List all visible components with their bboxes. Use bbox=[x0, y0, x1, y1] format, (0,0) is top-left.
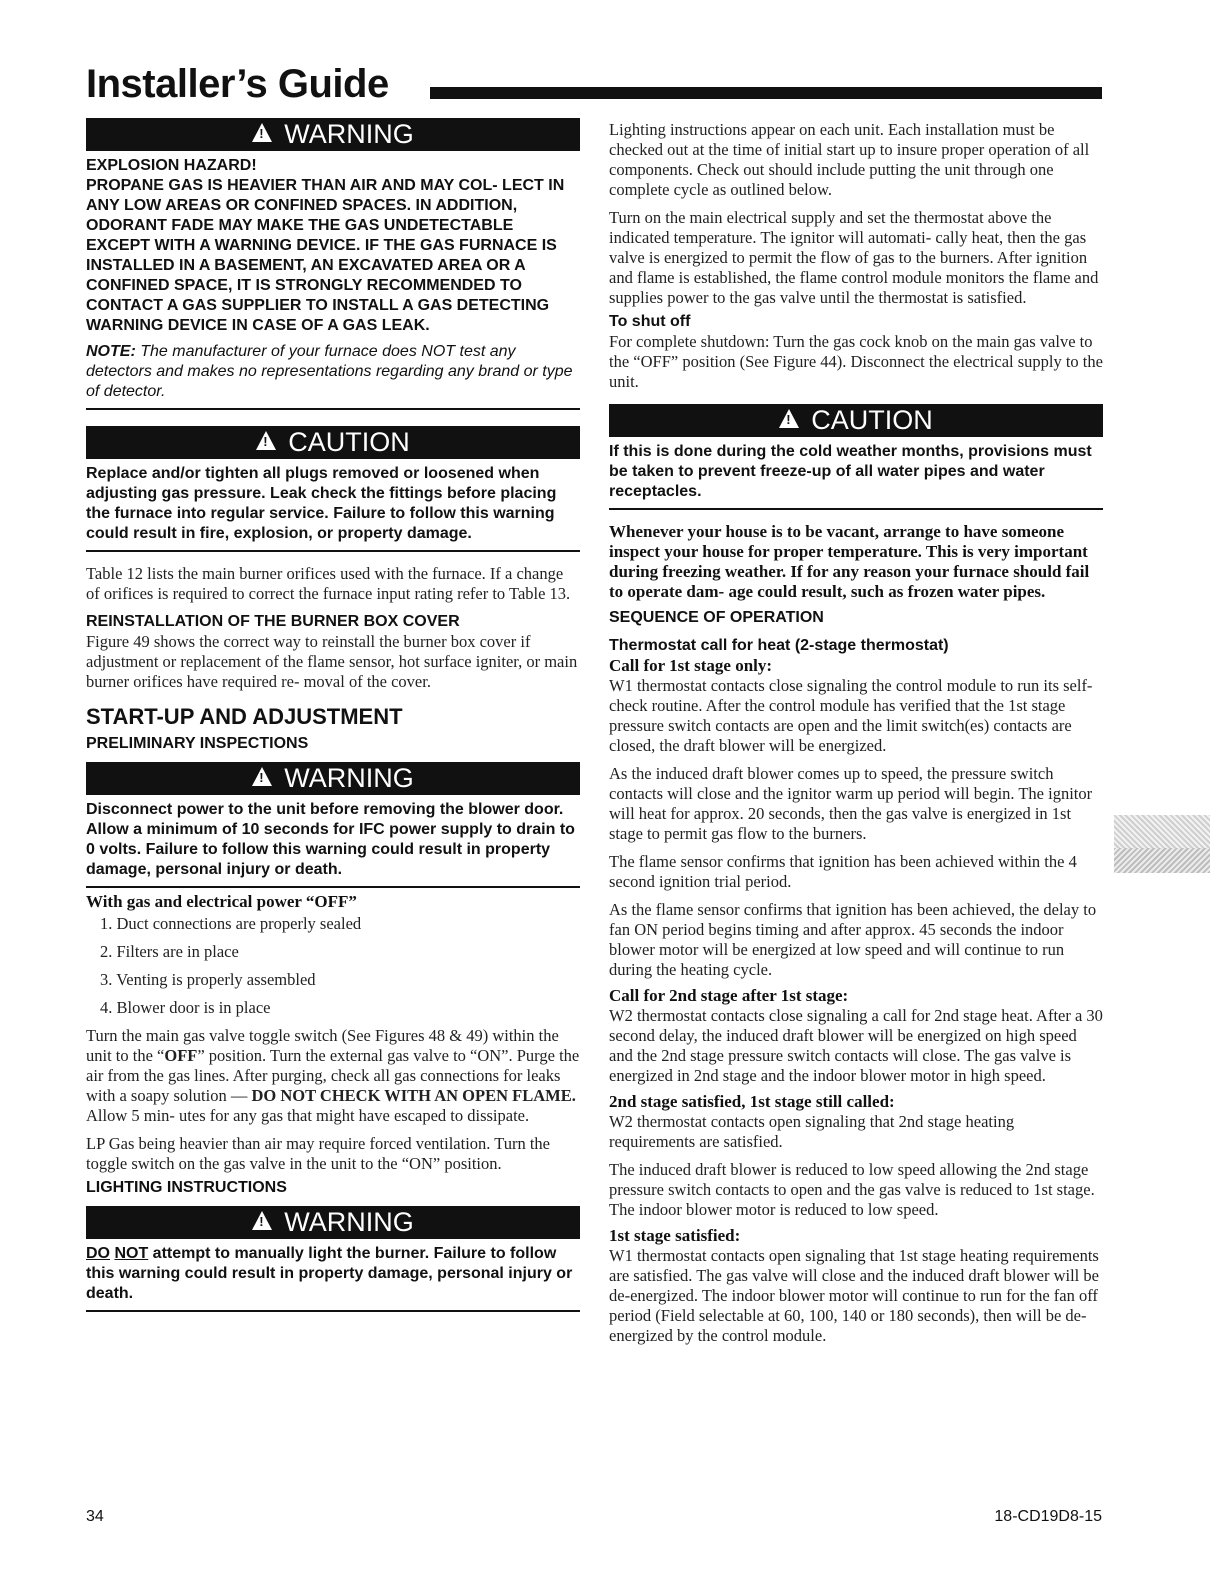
startup-heading: START-UP AND ADJUSTMENT bbox=[86, 704, 403, 729]
warning-banner-explosion: !WARNING bbox=[86, 118, 580, 151]
title-rule bbox=[430, 87, 1102, 99]
call-second-stage-text: W2 thermostat contacts close signaling a call for 2nd stage heat. After a 30 second delay, the induced draft blower will be energized on high speed and the 2nd stage pressure switch contacts will close. The gas valve is energized in 2nd stage and the indoor blower motor in high speed. bbox=[609, 1006, 1103, 1085]
list-item: 3. Venting is properly assembled bbox=[100, 970, 316, 989]
caution-freeze-body: If this is done during the cold weather months, provisions must be taken to prevent freeze-up of all water pipes and water receptacles. bbox=[609, 437, 1103, 510]
gas-off-heading: With gas and electrical power “OFF” bbox=[86, 892, 357, 911]
list-item: 2. Filters are in place bbox=[100, 942, 239, 961]
list-item: 4. Blower door is in place bbox=[100, 998, 271, 1017]
purge-paragraph: Turn the main gas valve toggle switch (See Figures 48 & 49) within the unit to the “OFF” position. Turn the external gas valve to “ON”. Purge the air from the gas lines. After purging, check all gas connections for leaks with a soapy solution — DO NOT CHECK WITH AN OPEN FLAME. Allow 5 min- utes for any gas that might have escaped to dissipate. bbox=[86, 1026, 580, 1125]
shut-off-heading: To shut off bbox=[609, 313, 691, 330]
warning-banner-power: !WARNING bbox=[86, 762, 580, 795]
warning-banner-light: !WARNING bbox=[86, 1206, 580, 1239]
warning-triangle-icon bbox=[252, 123, 272, 142]
warning-explosion-body bbox=[86, 151, 580, 410]
warning-triangle-icon bbox=[252, 767, 272, 786]
vacant-house-text: Whenever your house is to be vacant, arrange to have someone inspect your house for proper temperature. This is very important during freezing weather. If for any reason your furnace should fail to operate dam- age could result, such as frozen water pipes. bbox=[609, 522, 1090, 601]
call-first-stage-heading: Call for 1st stage only: bbox=[609, 656, 773, 675]
first-stage-satisfied-heading: 1st stage satisfied: bbox=[609, 1226, 741, 1245]
induced-draft-text: As the induced draft blower comes up to speed, the pressure switch contacts will close and the ignitor warm up period will begin. The ignitor will heat for approx. 20 seconds, then the gas valve is energized in 1st stage to permit gas flow to the burners. bbox=[609, 764, 1093, 843]
reduced-speed-text: The induced draft blower is reduced to low speed allowing the 2nd stage pressure switch contacts to open and the gas valve is reduced to 1st stage. The indoor blower motor is reduced to low speed. bbox=[609, 1160, 1095, 1219]
call-second-stage-heading: Call for 2nd stage after 1st stage: bbox=[609, 986, 849, 1005]
caution-banner-plugs: !CAUTION bbox=[86, 426, 580, 459]
detector-note: NOTE: The manufacturer of your furnace does NOT test any detectors and makes no representations regarding any brand or type of detector. bbox=[86, 343, 573, 400]
warning-light-body: DO NOT attempt to manually light the burner. Failure to follow this warning could result in property damage, personal injury or death. bbox=[86, 1239, 580, 1312]
flame-sensor-text: The flame sensor confirms that ignition has been achieved within the 4 second ignition trial period. bbox=[609, 852, 1077, 891]
second-stage-satisfied-text: W2 thermostat contacts open signaling that 2nd stage heating requirements are satisfied. bbox=[609, 1112, 1015, 1151]
caution-plugs-body: Replace and/or tighten all plugs removed or loosened when adjusting gas pressure. Leak check the fittings before placing the furnace into regular service. Failure to follow this warning could result in fire, explosion, or property damage. bbox=[86, 459, 580, 552]
inspection-checklist bbox=[86, 914, 580, 1018]
call-first-stage-text: W1 thermostat contacts close signaling the control module to run its self-check routine. After the control module has verified that the 1st stage pressure switch contacts are open and the limit switch(es) contacts are closed, the draft blower will be energized. bbox=[609, 676, 1093, 755]
list-item: 1. Duct connections are properly sealed bbox=[100, 914, 362, 933]
shut-off-text: For complete shutdown: Turn the gas cock knob on the main gas valve to the “OFF” position (See Figure 44). Disconnect the electrical supply to the unit. bbox=[609, 332, 1103, 391]
warning-power-body: Disconnect power to the unit before removing the blower door. Allow a minimum of 10 seconds for IFC power supply to drain to 0 volts. Failure to follow this warning could result in property damage, personal injury or death. bbox=[86, 795, 580, 888]
lighting-instructions-heading: LIGHTING INSTRUCTIONS bbox=[86, 1179, 287, 1196]
warning-triangle-icon bbox=[252, 1211, 272, 1230]
turn-on-text: Turn on the main electrical supply and set the thermostat above the indicated temperature. The ignitor will automati- cally heat, then the gas valve is energized to permit the flow of gas to the burners. After ignition and flame is established, the flame control module monitors the flame and supplies power to the gas valve until the thermostat is satisfied. bbox=[609, 208, 1099, 307]
lighting-text: Lighting instructions appear on each unit. Each installation must be checked out at the time of initial start up to insure proper operation of all components. Check out should include putting the unit through one complete cycle as outlined below. bbox=[609, 120, 1090, 199]
left-column bbox=[86, 118, 580, 1312]
orifice-paragraph: Table 12 lists the main burner orifices used with the furnace. If a change of orifices is required to correct the furnace input rating refer to Table 13. bbox=[86, 564, 571, 603]
thermostat-heading: Thermostat call for heat (2-stage thermostat) bbox=[609, 637, 949, 654]
right-column bbox=[609, 118, 1103, 1346]
warning-explosion-text: PROPANE GAS IS HEAVIER THAN AIR AND MAY COL- LECT IN ANY LOW AREAS OR CONFINED SPACES. IN ADDITION, ODORANT FADE MAY MAKE THE GAS UNDETECTABLE EXCEPT WITH A WARNING DEVICE. IF THE GAS FURNACE IS INSTALLED IN A BASEMENT, AN EXCAVATED AREA OR A CONFINED SPACE, IT IS STRONGLY RECOMMENDED TO CONTACT A GAS SUPPLIER TO INSTALL A GAS DETECTING WARNING DEVICE IN CASE OF A GAS LEAK. bbox=[86, 177, 565, 334]
caution-triangle-icon bbox=[779, 409, 799, 428]
reinstallation-heading: REINSTALLATION OF THE BURNER BOX COVER bbox=[86, 613, 460, 630]
caution-banner-freeze: !CAUTION bbox=[609, 404, 1103, 437]
warning-explosion-title: EXPLOSION HAZARD! bbox=[86, 157, 257, 174]
lp-gas-paragraph: LP Gas being heavier than air may require forced ventilation. Turn the toggle switch on the gas valve in the unit to the “ON” position. bbox=[86, 1134, 551, 1173]
preliminary-inspections-heading: PRELIMINARY INSPECTIONS bbox=[86, 735, 309, 752]
page-number: 34 bbox=[86, 1508, 104, 1525]
page-title: Installer’s Guide bbox=[86, 62, 389, 106]
document-number: 18-CD19D8-15 bbox=[994, 1508, 1102, 1525]
fan-delay-text: As the flame sensor confirms that ignition has been achieved, the delay to fan ON period begins timing and after approx. 45 seconds the indoor blower motor will be energized at low speed and will continue to run during the heating cycle. bbox=[609, 900, 1097, 979]
first-stage-satisfied-text: W1 thermostat contacts open signaling that 1st stage heating requirements are satisfied. The gas valve will close and the induced draft blower will be de-energized. The indoor blower motor will continue to run for the fan off period (Field selectable at 60, 100, 140 or 180 seconds), then will be de-energized by the control module. bbox=[609, 1246, 1099, 1345]
sequence-heading: SEQUENCE OF OPERATION bbox=[609, 609, 824, 626]
second-stage-satisfied-heading: 2nd stage satisfied, 1st stage still called: bbox=[609, 1092, 895, 1111]
caution-triangle-icon bbox=[256, 431, 276, 450]
section-tab-marker-lower bbox=[1114, 848, 1210, 873]
reinstallation-text: Figure 49 shows the correct way to reinstall the burner box cover if adjustment or replacement of the flame sensor, hot surface igniter, or main burner orifices have required re- moval of the cover. bbox=[86, 632, 578, 691]
